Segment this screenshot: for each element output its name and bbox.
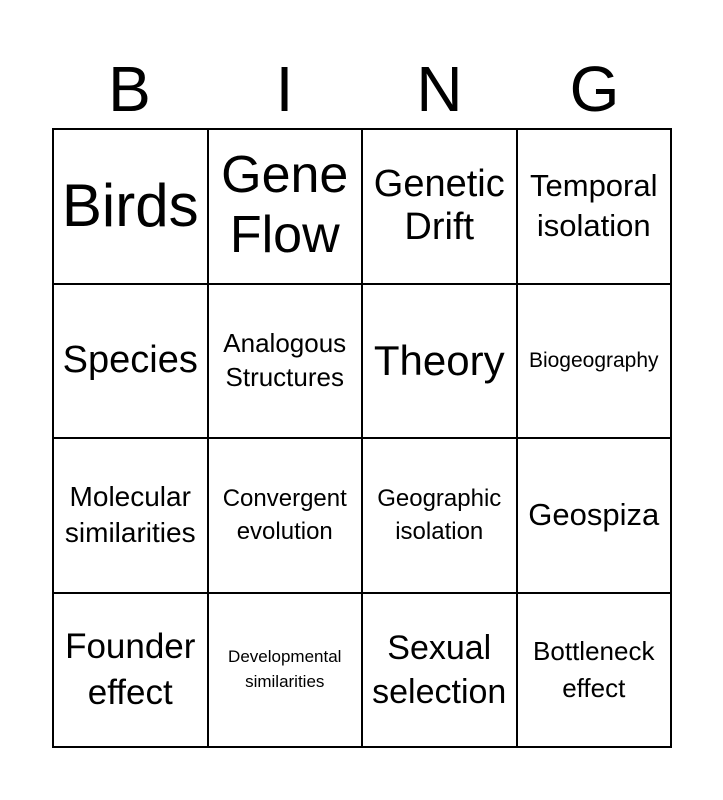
header-letter-g: G — [569, 53, 620, 125]
cell-text: Species — [62, 339, 198, 382]
bingo-cell[interactable] — [517, 129, 672, 284]
header-letter-n: N — [416, 53, 463, 125]
bingo-cell[interactable] — [362, 438, 517, 593]
bingo-cell[interactable] — [208, 129, 363, 284]
bingo-cell[interactable] — [53, 129, 208, 284]
header-letter-b: B — [108, 53, 151, 125]
cell-text: Theory — [373, 337, 505, 385]
cell-text: Geospiza — [528, 496, 660, 532]
cell-text: Birds — [61, 172, 199, 240]
cell-text: Sexual selection — [372, 628, 507, 711]
cell-text: Gene Flow — [221, 146, 349, 265]
header-letter-i: I — [275, 53, 294, 125]
cell-text: Analogous Structures — [223, 327, 347, 392]
cell-text: Convergent evolution — [222, 484, 347, 546]
cell-text: Geographic isolation — [377, 484, 502, 546]
bingo-cell[interactable] — [53, 284, 208, 439]
bingo-cell[interactable] — [517, 284, 672, 439]
cell-text: Bottleneck effect — [533, 636, 655, 703]
bingo-cell[interactable] — [208, 284, 363, 439]
bingo-cell[interactable] — [208, 438, 363, 593]
cell-text: Temporal isolation — [530, 167, 658, 244]
bingo-cell[interactable] — [362, 129, 517, 284]
cell-text: Biogeography — [528, 348, 659, 372]
cell-text: Developmental similarities — [228, 647, 342, 691]
cell-text: Genetic Drift — [373, 162, 505, 249]
bingo-cell[interactable] — [53, 593, 208, 748]
bingo-cell[interactable] — [517, 438, 672, 593]
cell-text: Founder effect — [65, 627, 196, 712]
bingo-cell[interactable] — [208, 593, 363, 748]
bingo-cell[interactable] — [53, 438, 208, 593]
cell-text: Molecular similarities — [64, 480, 196, 549]
bingo-header — [52, 50, 672, 128]
bingo-cell[interactable] — [362, 284, 517, 439]
bingo-cell[interactable] — [517, 593, 672, 748]
bingo-board — [52, 128, 672, 748]
bingo-cell[interactable] — [362, 593, 517, 748]
